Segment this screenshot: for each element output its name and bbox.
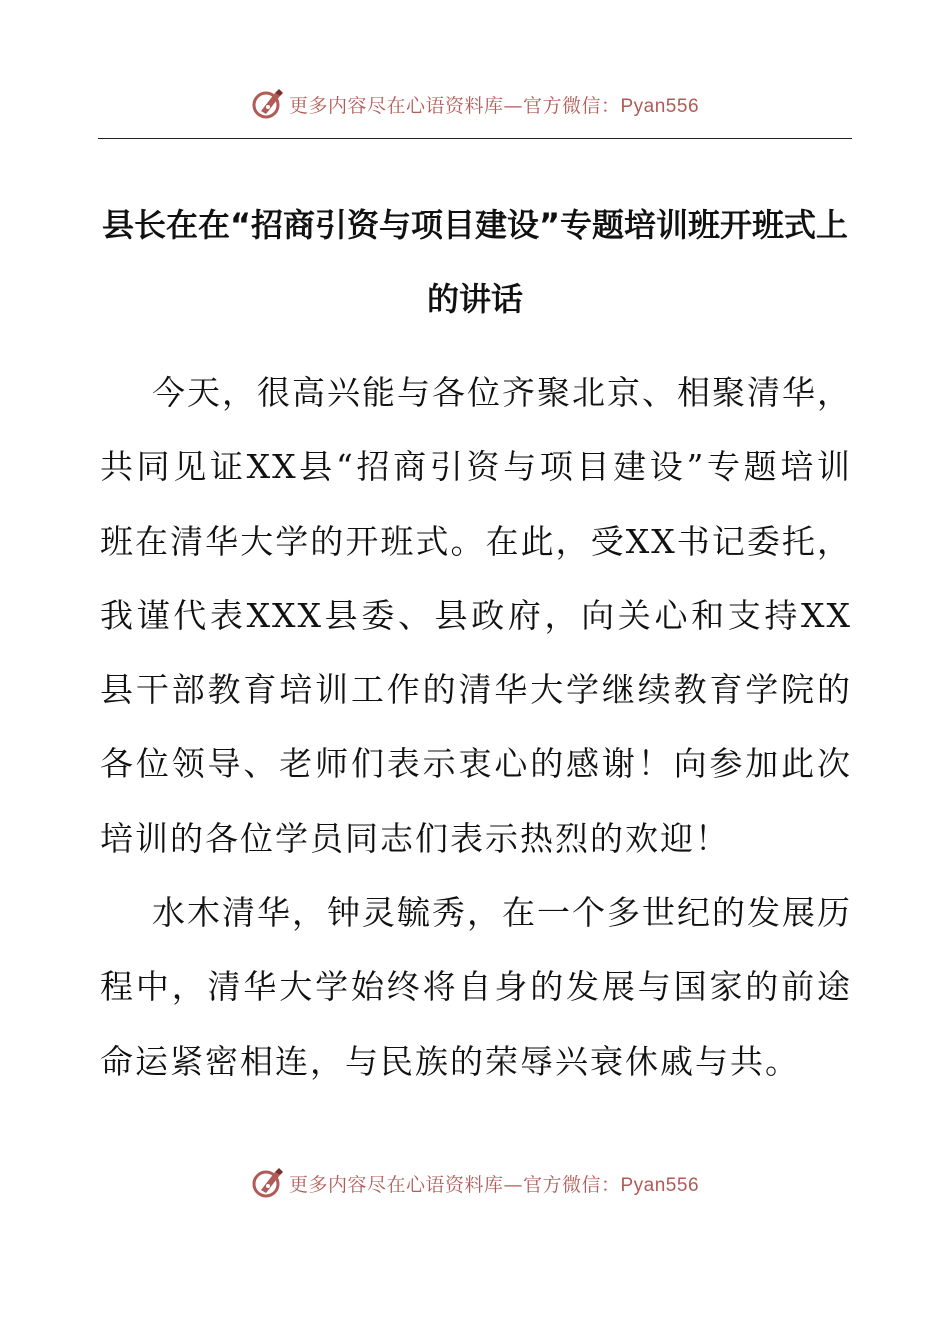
wechat-id: Pyan556 bbox=[620, 1174, 700, 1196]
paragraph: 水木清华，钟灵毓秀，在一个多世纪的发展历程中，清华大学始终将自身的发展与国家的前途命运紧密相连，与民族的荣辱兴衰休戚与共。 bbox=[100, 893, 852, 1081]
header-divider bbox=[98, 138, 852, 139]
header-watermark bbox=[0, 84, 950, 124]
wechat-id: Pyan556 bbox=[620, 95, 700, 117]
document-title: 县长在在“招商引资与项目建设”专题培训班开班式上的讲话 bbox=[101, 206, 849, 318]
footer-watermark bbox=[0, 1163, 950, 1203]
paragraph: 今天，很高兴能与各位齐聚北京、相聚清华，共同见证XX县“招商引资与项目建设”专题培训班在清华大学的开班式。在此，受XX书记委托，我谨代表XXX县委、县政府，向关心和支持XX县干部教育培训工作的清华大学继续教育学院的各位领导、老师们表示衷心的感谢！向参加此次培训的各位学员同志们表示热烈的欢迎！ bbox=[100, 373, 852, 858]
pen-nib-logo-icon bbox=[251, 1166, 285, 1200]
watermark-group bbox=[251, 1166, 699, 1200]
watermark-text: 更多内容尽在心语资料库—官方微信：Pyan556 bbox=[288, 94, 700, 117]
document-body bbox=[100, 356, 852, 1099]
watermark-group bbox=[251, 87, 699, 121]
watermark-text: 更多内容尽在心语资料库—官方微信：Pyan556 bbox=[288, 1173, 700, 1196]
pen-nib-logo-icon bbox=[251, 87, 285, 121]
